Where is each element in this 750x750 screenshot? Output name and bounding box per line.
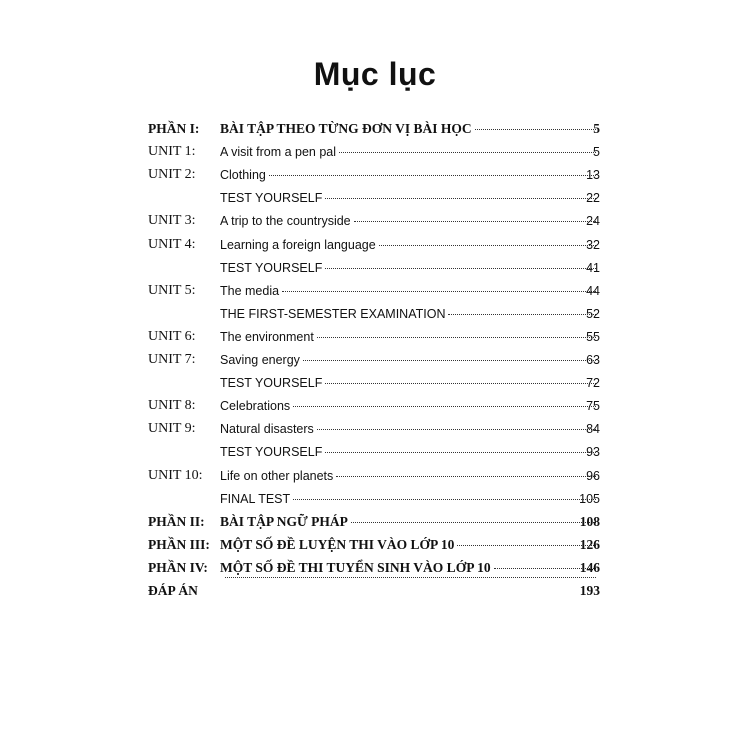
- toc-entry: [220, 557, 596, 579]
- toc-page-number-text: 22: [586, 191, 600, 206]
- toc-row: [0, 187, 750, 209]
- toc-page-number-text: 44: [586, 283, 600, 298]
- toc-page-number-text: 84: [586, 422, 600, 437]
- toc-entry-title: MỘT SỐ ĐỀ THI TUYỂN SINH VÀO LỚP 10: [220, 559, 491, 575]
- toc-entry-title: TEST YOURSELF: [220, 445, 323, 460]
- toc-entry: [222, 580, 596, 581]
- dot-leader: [336, 476, 596, 477]
- toc-entry-title: A visit from a pen pal: [220, 145, 337, 160]
- toc-row: [0, 280, 750, 302]
- toc-page-number-text: 146: [579, 559, 600, 575]
- dot-leader: [293, 499, 596, 500]
- dot-leader: [317, 337, 596, 338]
- toc-entry-title: Life on other planets: [220, 468, 334, 483]
- toc-row: [0, 118, 750, 140]
- toc-entry: [220, 418, 596, 440]
- toc-entry-title: TEST YOURSELF: [220, 191, 323, 206]
- toc-row: [0, 418, 750, 440]
- toc-row: [0, 465, 750, 487]
- page-title: Mục lục: [313, 56, 437, 92]
- toc-row: [0, 580, 750, 602]
- toc-section-label: UNIT 9:: [148, 421, 196, 437]
- toc-entry: [220, 303, 596, 325]
- toc-row: [0, 141, 750, 163]
- toc-section-label: UNIT 7:: [148, 352, 196, 367]
- toc-entry-title: Clothing: [220, 168, 266, 183]
- toc-section-label: UNIT 5:: [148, 282, 196, 298]
- toc-entry: [220, 141, 596, 163]
- dot-leader: [282, 291, 596, 292]
- toc-entry: [220, 441, 596, 463]
- toc-page-number-text: 5: [593, 121, 600, 136]
- toc-row: [0, 164, 750, 186]
- dot-leader: [325, 383, 596, 384]
- toc-entry: [220, 234, 596, 256]
- toc-page-number-text: 41: [586, 260, 600, 275]
- toc-entry: [220, 257, 596, 279]
- toc-row: [0, 210, 750, 232]
- toc-entry: [220, 511, 596, 533]
- toc-entry: [220, 349, 596, 371]
- dot-leader: [317, 429, 596, 430]
- toc-section-label: UNIT 6:: [148, 328, 196, 344]
- dot-leader: [475, 129, 596, 130]
- toc-page-number-text: 13: [586, 168, 600, 183]
- toc-entry-title: FINAL TEST: [220, 491, 291, 506]
- toc-page-number-text: 5: [593, 145, 600, 160]
- toc-entry-title: MỘT SỐ ĐỀ LUYỆN THI VÀO LỚP 10: [220, 536, 455, 552]
- toc-section-label: PHẦN II:: [148, 513, 205, 529]
- toc-section-label: UNIT 3:: [148, 213, 196, 229]
- toc-section-label: UNIT 2:: [148, 167, 196, 183]
- toc-entry-title: BÀI TẬP THEO TỪNG ĐƠN VỊ BÀI HỌC: [220, 121, 472, 136]
- toc-entry: [220, 534, 596, 556]
- toc-entry-title: Saving energy: [220, 353, 300, 367]
- dot-leader: [325, 452, 596, 453]
- toc-row: [0, 303, 750, 325]
- toc-entry: [220, 372, 596, 394]
- toc-entry: [220, 187, 596, 209]
- toc-section-label: ĐÁP ÁN: [148, 583, 198, 598]
- toc-row: [0, 257, 750, 279]
- toc-entry: [220, 210, 596, 232]
- dot-leader: [448, 314, 596, 315]
- toc-entry-title: TEST YOURSELF: [220, 260, 323, 275]
- toc-entry: [220, 326, 596, 348]
- toc-row: [0, 372, 750, 394]
- toc-page-number-text: 96: [586, 468, 600, 483]
- toc-row: [0, 234, 750, 256]
- toc-row: [0, 511, 750, 533]
- toc-page-number-text: 32: [586, 237, 600, 252]
- toc-page-number-text: 63: [586, 353, 600, 367]
- toc-entry-title: The environment: [220, 329, 314, 344]
- toc-row: [0, 441, 750, 463]
- toc-entry-title: Celebrations: [220, 399, 291, 414]
- toc-entry-title: TEST YOURSELF: [220, 376, 323, 391]
- toc-entry-title: Learning a foreign language: [220, 237, 376, 252]
- toc-entry: [220, 280, 596, 302]
- toc-section-label: UNIT 8:: [148, 398, 196, 414]
- toc-page-number-text: 75: [586, 399, 600, 414]
- toc-page-number-text: 93: [586, 445, 600, 460]
- toc-section-label: UNIT 10:: [148, 467, 203, 483]
- toc-page-number-text: 105: [579, 491, 600, 506]
- dot-leader: [351, 522, 596, 523]
- dot-leader: [225, 577, 596, 578]
- toc-section-label: UNIT 4:: [148, 236, 196, 252]
- dot-leader: [339, 152, 596, 153]
- dot-leader: [457, 545, 596, 546]
- dot-leader: [325, 198, 596, 199]
- toc-entry: [220, 118, 596, 140]
- dot-leader: [293, 406, 596, 407]
- toc-section-label: PHẦN IV:: [148, 559, 208, 575]
- toc-page-number-text: 193: [579, 583, 600, 598]
- dot-leader: [379, 245, 596, 246]
- toc-section-label: PHẦN I:: [148, 121, 200, 136]
- toc-row: [0, 326, 750, 348]
- toc-row: [0, 488, 750, 510]
- toc-entry-title: A trip to the countryside: [220, 214, 351, 229]
- toc-entry: [220, 395, 596, 417]
- dot-leader: [325, 268, 596, 269]
- toc-section-label: PHẦN III:: [148, 536, 210, 552]
- toc-page-number-text: 24: [586, 214, 600, 229]
- toc-page-number-text: 55: [586, 329, 600, 344]
- dot-leader: [303, 360, 596, 361]
- toc-entry-title: Natural disasters: [220, 422, 314, 437]
- toc-section-label: UNIT 1:: [148, 144, 196, 160]
- toc-entry-title: The media: [220, 283, 280, 298]
- toc-row: [0, 534, 750, 556]
- toc-page-number-text: 52: [586, 306, 600, 321]
- dot-leader: [354, 221, 596, 222]
- toc-row: [0, 349, 750, 371]
- toc-entry: [220, 465, 596, 487]
- toc-page-number-text: 108: [579, 513, 600, 529]
- toc-row: [0, 395, 750, 417]
- toc-entry-title: THE FIRST-SEMESTER EXAMINATION: [220, 306, 446, 321]
- toc-entry: [220, 164, 596, 186]
- toc-entry: [220, 488, 596, 510]
- dot-leader: [269, 175, 596, 176]
- toc-page-number-text: 72: [586, 376, 600, 391]
- toc-row: [0, 557, 750, 579]
- toc-page-number-text: 126: [579, 536, 600, 552]
- toc-entry-title: BÀI TẬP NGỮ PHÁP: [220, 513, 348, 529]
